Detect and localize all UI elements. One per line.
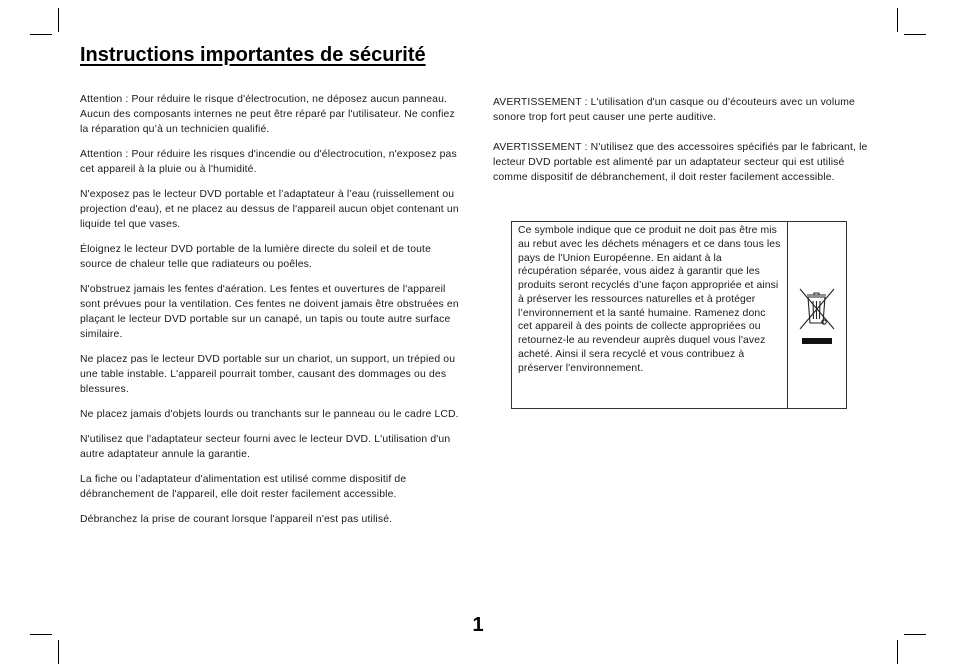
instruction-paragraph: Débranchez la prise de courant lorsque l'appareil n'est pas utilisé.	[80, 514, 393, 525]
crop-mark	[30, 34, 52, 35]
weee-icon-cell	[788, 222, 846, 408]
crop-mark	[30, 634, 52, 635]
page-number: 1	[472, 614, 484, 636]
crop-mark	[904, 634, 926, 635]
crossed-out-wheelie-bin-icon	[797, 285, 837, 345]
instruction-paragraph: N'obstruez jamais les fentes d'aération. Les fentes et ouvertures de l'appareil sont prévues pour la ventilation. Ces fentes ne doivent jamais être obstruées en plaçant le lecteur DVD portable sur un canapé, un tapis ou toute autre surface similaire.	[80, 284, 459, 340]
crop-mark	[58, 640, 59, 664]
crop-mark	[904, 34, 926, 35]
instruction-paragraph: Attention : Pour réduire le risque d'électrocution, ne déposez aucun panneau. Aucun des composants internes ne peut être réparé par l'utilisateur. Ne confiez la réparation qu’à un technicien qualifié.	[80, 94, 455, 135]
instruction-paragraph: Attention : Pour réduire les risques d'incendie ou d'électrocution, n'exposez pas cet appareil à la pluie ou à l'humidité.	[80, 149, 457, 175]
instruction-paragraph: Ne placez pas le lecteur DVD portable sur un chariot, un support, un trépied ou une table instable. L'appareil pourrait tomber, causant des dommages ou des blessures.	[80, 354, 456, 395]
crop-mark	[58, 8, 59, 32]
page-title: Instructions importantes de sécurité	[80, 44, 426, 66]
instruction-paragraph: N'exposez pas le lecteur DVD portable et l’adaptateur à l’eau (ruissellement ou projection d'eau), et ne placez au dessus de l'appareil aucun objet contenant un liquide tel que vases.	[80, 189, 459, 230]
instruction-paragraph: N'utilisez que l'adaptateur secteur fourni avec le lecteur DVD. L'utilisation d'un autre adaptateur annule la garantie.	[80, 434, 451, 460]
weee-notice-box	[511, 221, 847, 409]
weee-notice-text: Ce symbole indique que ce produit ne doit pas être mis au rebut avec les déchets ménagers et ce dans tous les pays de l'Union Européenne. En aidant à la récupération séparée, vous aidez à garantir que les produits seront recyclés d’une façon appropriée et ainsi à préserver les ressources naturelles et à protéger l’environnement et la santé humaine. Ramenez donc cet appareil à des points de collecte appropriées ou retournez-le au revendeur auprès duquel vous l'avez acheté. Ainsi il sera recyclé et vous contribuez à préserver l'environnement.	[512, 222, 788, 408]
warning-paragraph: AVERTISSEMENT : L'utilisation d'un casque ou d'écouteurs avec un volume sonore trop fort peut causer une perte auditive.	[493, 97, 855, 123]
warning-paragraph: AVERTISSEMENT : N'utilisez que des accessoires spécifiés par le fabricant, le lecteur DVD portable est alimenté par un adaptateur secteur qui est utilisé comme dispositif de débranchement, il doit rester facilement accessible.	[493, 142, 868, 183]
crop-mark	[897, 640, 898, 664]
crop-mark	[897, 8, 898, 32]
instruction-paragraph: Éloignez le lecteur DVD portable de la lumière directe du soleil et de toute source de chaleur telle que radiateurs ou poêles.	[80, 244, 432, 270]
instruction-paragraph: Ne placez jamais d'objets lourds ou tranchants sur le panneau ou le cadre LCD.	[80, 409, 459, 420]
instruction-paragraph: La fiche ou l’adaptateur d'alimentation est utilisé comme dispositif de débranchement de l'appareil, elle doit rester facilement accessible.	[80, 474, 407, 500]
safety-instructions-left	[80, 92, 460, 537]
safety-instructions-right	[493, 95, 868, 200]
